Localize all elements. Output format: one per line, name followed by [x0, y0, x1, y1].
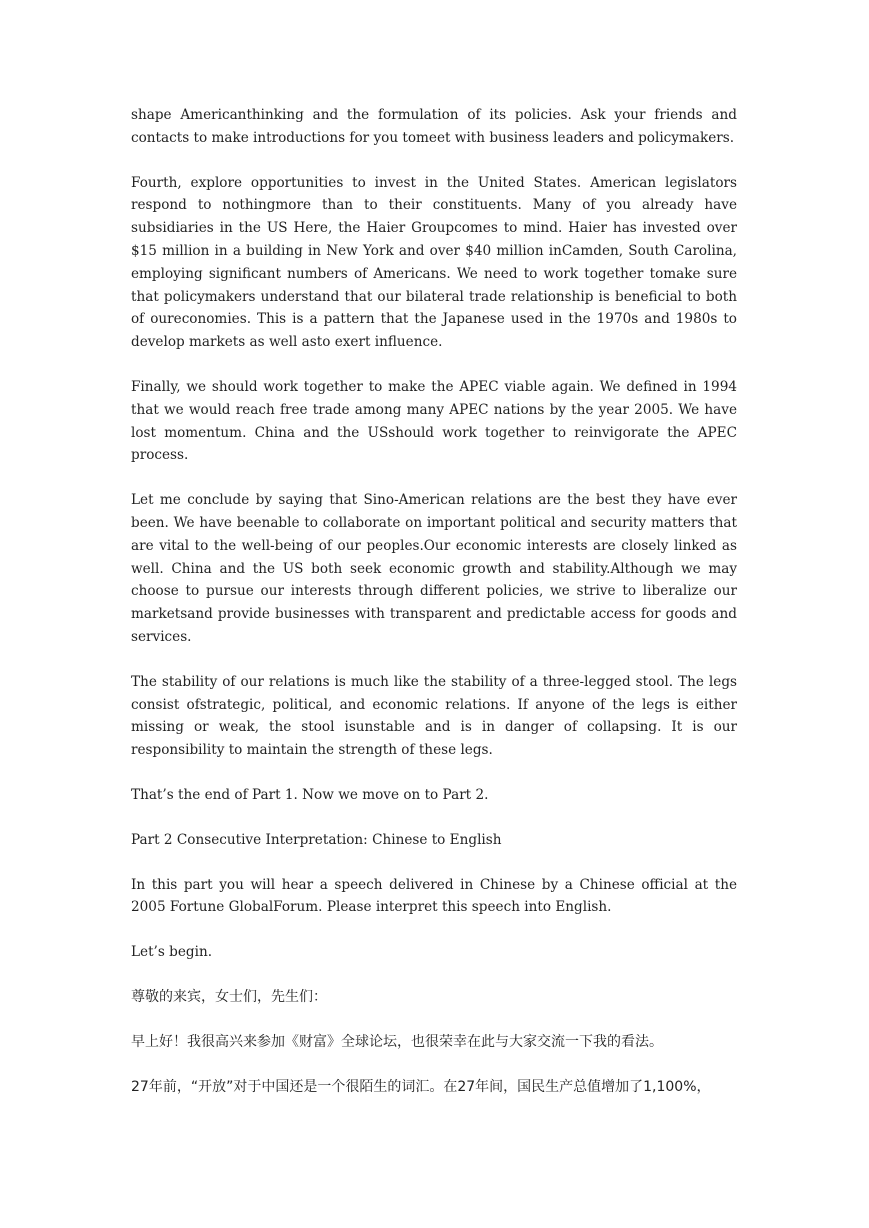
- paragraph-end-of-part-1: That’s the end of Part 1. Now we move on to Part 2.: [131, 786, 489, 803]
- section-heading-part-2: Part 2 Consecutive Interpretation: Chinese to English: [131, 831, 502, 848]
- paragraph-three-legged-stool: The stability of our relations is much like the stability of a three-legged stool. The legs consist ofstrategic, political, and economic relations. If anyone of the legs is either missing or weak, the stool isunstable and is in danger of collapsing. It is our responsibility to maintain the strength of these legs.: [131, 673, 737, 759]
- paragraph-intro-continuation: shape Americanthinking and the formulation of its policies. Ask your friends and contacts to make introductions for you tomeet with business leaders and policymakers.: [131, 107, 737, 146]
- paragraph-chinese-opening: 27年前，“开放”对于中国还是一个很陌生的词汇。在27年间，国民生产总值增加了1,100%，: [131, 1078, 711, 1095]
- paragraph-chinese-salutation: 尊敬的来宾，女士们，先生们：: [131, 988, 327, 1005]
- paragraph-chinese-greeting: 早上好！我很高兴来参加《财富》全球论坛，也很荣幸在此与大家交流一下我的看法。: [131, 1033, 663, 1050]
- paragraph-lets-begin: Let’s begin.: [131, 944, 213, 961]
- document-page: [131, 104, 737, 1121]
- paragraph-conclusion: Let me conclude by saying that Sino-American relations are the best they have ever been. We have beenable to collaborate on important political and security matters that are vital to the well-being of our peoples.Our economic interests are closely linked as well. China and the US both seek economic growth and stability.Although we may choose to pursue our interests through different policies, we strive to liberalize our marketsand provide businesses with transparent and predictable access for goods and services.: [131, 492, 737, 645]
- paragraph-fourth-invest: Fourth, explore opportunities to invest in the United States. American legislators respond to nothingmore than to their constituents. Many of you already have subsidiaries in the US Here, the Haier Groupcomes to mind. Haier has invested over $15 million in a building in New York and over $40 million inCamden, South Carolina, employing significant numbers of Americans. We need to work together tomake sure that policymakers understand that our bilateral trade relationship is beneficial to both of oureconomies. This is a pattern that the Japanese used in the 1970s and 1980s to develop markets as well asto exert influence.: [131, 174, 737, 351]
- paragraph-finally-apec: Finally, we should work together to make the APEC viable again. We defined in 1994 that we would reach free trade among many APEC nations by the year 2005. We have lost momentum. China and the USshould work together to reinvigorate the APEC process.: [131, 378, 737, 464]
- paragraph-part-2-instructions: In this part you will hear a speech delivered in Chinese by a Chinese official at the 2005 Fortune GlobalForum. Please interpret this speech into English.: [131, 876, 737, 916]
